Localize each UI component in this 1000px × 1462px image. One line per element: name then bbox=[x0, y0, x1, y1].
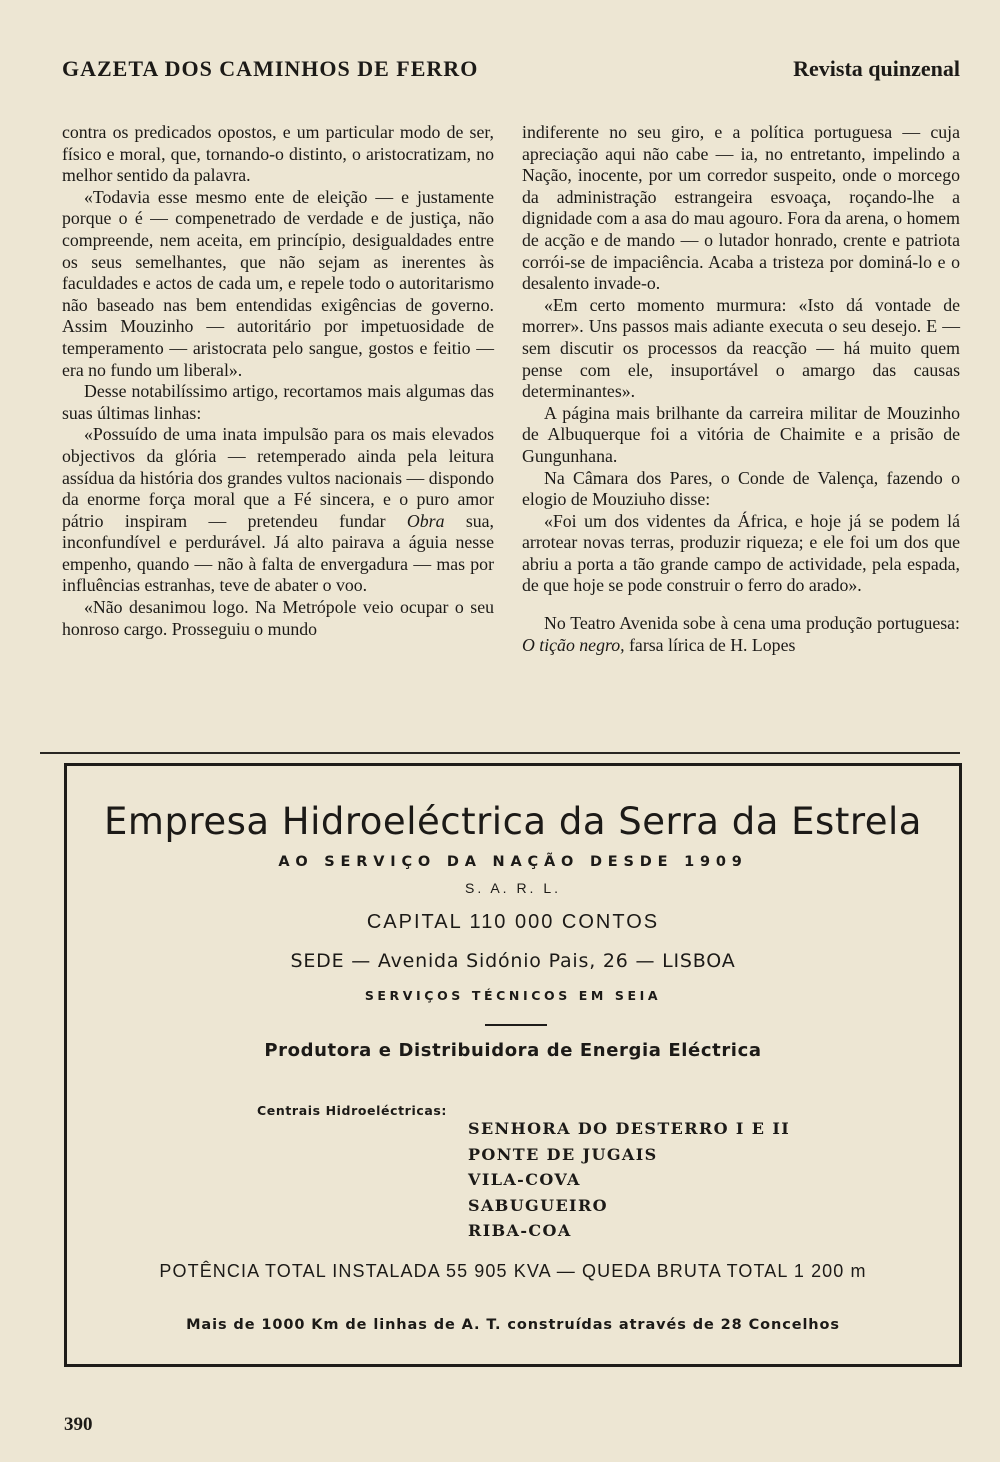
right-paragraph-1: indiferente no seu giro, e a política portuguesa — cuja apreciação aqui não cabe — ia, no entretanto, impelindo a Nação, inocente, por um corredor suspeito, onde o morcego da administração estrangeira esvoaça, roçando-lhe a dignidade com a asa do mau agouro. Fora da arena, o homem de acção e de mando — o lutador honrado, crente e patriota corrói-se de impaciência. Acaba a tristeza por dominá-lo e o desalento invade-o. bbox=[522, 122, 960, 294]
running-head bbox=[62, 46, 960, 82]
ad-plant-item: VILA-COVA bbox=[468, 1170, 581, 1190]
right-paragraph-2: «Em certo momento murmura: «Isto dá vontade de morrer». Uns passos mais adiante executa o seu desejo. E — sem discutir os processos da reacção — há muito quem pense com ele, insuportável o amargo das causas determinantes». bbox=[522, 294, 960, 402]
left-paragraph-1: contra os predicados opostos, e um particular modo de ser, físico e moral, que, tornando-o distinto, o aristocratizam, no melhor sentido da palavra. bbox=[62, 122, 494, 186]
ad-plants-list bbox=[468, 1116, 790, 1244]
right-paragraph-6-start: No Teatro Avenida sobe à cena uma produção portuguesa: bbox=[544, 613, 960, 634]
left-paragraph-2: «Todavia esse mesmo ente de eleição — e justamente porque o é — compenetrado de verdade e de justiça, não compreende, nem aceita, em princípio, desigualdades entre os seus semelhantes, que não sejam as inerentes às faculdades e actos de cada um, e repele todo o autoritarismo não baseado nas bem entendidas exigências de governo. Assim Mouzinho — autoritário por impetuosidade de temperamento — aristocrata pelo sangue, gostos e feitio — era no fundo um liberal». bbox=[62, 186, 494, 380]
ad-plant-item: RIBA-COA bbox=[468, 1221, 572, 1241]
ad-capital: CAPITAL 110 000 CONTOS bbox=[366, 911, 660, 933]
right-paragraph-6-end: farsa lírica de H. Lopes bbox=[624, 634, 796, 655]
section-divider-rule bbox=[40, 752, 960, 754]
left-paragraph-3: Desse notabilíssimo artigo, recortamos mais algumas das suas últimas linhas: bbox=[62, 381, 494, 423]
ad-plant-item: SENHORA DO DESTERRO I E II bbox=[468, 1119, 791, 1138]
left-paragraph-4 bbox=[62, 424, 494, 597]
ad-technical-services: SERVIÇOS TÉCNICOS EM SEIA bbox=[364, 988, 662, 1003]
left-paragraph-4-end: sua, inconfundível e perdurável. Já alto pairava a águia nesse empenho, quando — não à falta de envergadura — mas por influências estranhas, teve de abater o voo. bbox=[62, 510, 495, 596]
ad-plant-item: SABUGUEIRO bbox=[468, 1195, 608, 1215]
right-paragraph-6 bbox=[522, 613, 960, 656]
right-paragraph-4: Na Câmara dos Pares, o Conde de Valença, fazendo o elogio de Mouziuho disse: bbox=[522, 467, 960, 510]
ad-power-line: POTÊNCIA TOTAL INSTALADA 55 905 KVA — QUEDA BRUTA TOTAL 1 200 m bbox=[159, 1261, 867, 1281]
ad-headquarters: SEDE — Avenida Sidónio Pais, 26 — LISBOA bbox=[290, 950, 736, 972]
left-paragraph-4-italic: Obra bbox=[406, 510, 445, 531]
ad-since-line: AO SERVIÇO DA NAÇÃO DESDE 1909 bbox=[278, 854, 748, 870]
ad-divider bbox=[485, 1024, 547, 1026]
page-number: 390 bbox=[64, 1414, 93, 1435]
advertisement-box bbox=[64, 763, 962, 1367]
left-column bbox=[62, 122, 494, 640]
ad-plants-label: Centrais Hidroeléctricas: bbox=[257, 1103, 448, 1118]
ad-producer-line: Produtora e Distribuidora de Energia Eléctrica bbox=[264, 1040, 762, 1061]
ad-plant-item: PONTE DE JUGAIS bbox=[468, 1144, 658, 1164]
ad-company-name: Empresa Hidroeléctrica da Serra da Estrela bbox=[104, 800, 922, 843]
journal-title: GAZETA DOS CAMINHOS DE FERRO bbox=[62, 56, 479, 81]
right-paragraph-5: «Foi um dos videntes da África, e hoje já se podem lá arrotear novas terras, produzir riqueza; e ele foi um dos que abriu a porta a tão grande campo de actividade, pela espada, de que hoje se pode construir o ferro do arado». bbox=[522, 510, 960, 596]
right-column bbox=[522, 122, 960, 656]
ad-lines-line: Mais de 1000 Km de linhas de A. T. construídas através de 28 Concelhos bbox=[186, 1317, 840, 1333]
right-paragraph-6-italic: O tição negro, bbox=[522, 634, 625, 655]
right-paragraph-3: A página mais brilhante da carreira militar de Mouzinho de Albuquerque foi a vitória de Chaimite e a prisão de Gungunhana. bbox=[522, 402, 960, 466]
left-paragraph-4-start: «Possuído de uma inata impulsão para os mais elevados objectivos da glória — retemperado ainda pela leitura assídua da história dos grandes vultos nacionais — dispondo da enorme força moral que a Fé sincera, e o puro amor pátrio inspiram — pretendeu fundar bbox=[62, 424, 494, 531]
ad-legal-form: S. A. R. L. bbox=[464, 880, 562, 896]
journal-subtitle: Revista quinzenal bbox=[793, 56, 960, 81]
left-paragraph-5: «Não desanimou logo. Na Metrópole veio ocupar o seu honroso cargo. Prosseguiu o mundo bbox=[62, 597, 494, 639]
